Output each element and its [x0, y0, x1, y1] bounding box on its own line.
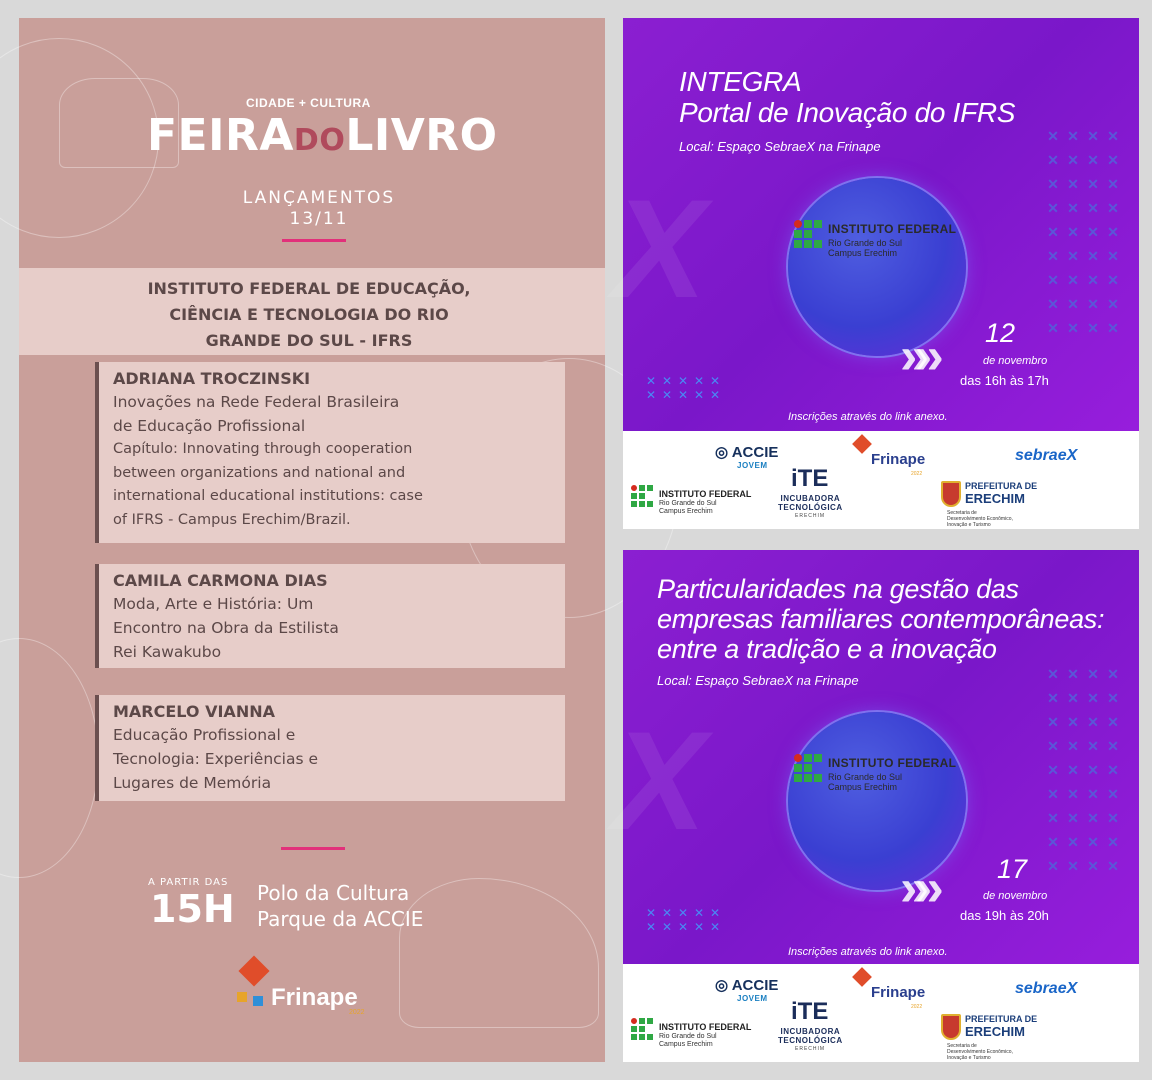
decorative-x-grid: ✕ ✕ ✕ ✕ ✕ ✕ ✕ ✕ ✕ ✕ ✕ ✕ ✕ ✕ ✕ ✕ ✕ ✕ ✕ ✕ ✕ ✕ ✕ ✕ ✕ ✕ ✕ ✕ ✕ ✕ ✕ ✕ ✕ ✕ ✕ ✕ [1047, 666, 1119, 874]
prefeitura-secretaria [947, 1043, 1013, 1061]
ifrs-campus-line: Rio Grande do Sul [659, 1033, 717, 1040]
frinape-year: 2022 [911, 1004, 923, 1010]
book-chapter-line: of IFRS - Campus Erechim/Brazil. [113, 511, 351, 528]
ifrs-campus [659, 1033, 717, 1049]
sebrae-x-watermark: X [613, 702, 707, 859]
divider-bar [282, 239, 346, 242]
secretaria-line: Inovação e Turismo [947, 522, 991, 528]
event-day: 17 [997, 854, 1028, 884]
brand-do: DO [293, 123, 346, 158]
book-card [95, 695, 565, 801]
frinape-star-icon [852, 967, 872, 987]
event-month: de novembro [983, 355, 1048, 367]
ite-subtitle-line: TECNOLÓGICA [778, 503, 843, 512]
ifrs-campus [659, 500, 717, 516]
institution-line: INSTITUTO FEDERAL DE EDUCAÇÃO, [147, 279, 471, 298]
divider-bar [281, 847, 345, 850]
ifrs-name: INSTITUTO FEDERAL [828, 222, 957, 236]
book-chapter-line: Capítulo: Innovating through cooperation [113, 441, 413, 457]
chevron-right-icon: »» [900, 327, 930, 385]
brand-title [147, 110, 507, 161]
ifrs-campus [828, 772, 902, 792]
book-author: ADRIANA TROCZINSKI [113, 369, 311, 388]
ifrs-logo-icon [794, 754, 822, 790]
event-hours: das 16h às 17h [960, 373, 1049, 388]
ite-subtitle [778, 494, 843, 512]
secretaria-line: Secretaria de [947, 1043, 977, 1049]
registration-note: Inscrições através do link anexo. [788, 946, 948, 958]
ifrs-campus-line: Rio Grande do Sul [659, 500, 717, 507]
brand-livro: LIVRO [345, 110, 498, 161]
ite-subtitle-line: INCUBADORA [780, 1027, 841, 1036]
ifrs-badge [788, 178, 966, 356]
event-panel-empresas-familiares [613, 550, 1139, 1062]
book-author: CAMILA CARMONA DIAS [113, 571, 328, 590]
event-title-line: INTEGRA [679, 66, 802, 97]
ifrs-campus [828, 238, 902, 258]
ite-city: ERECHIM [795, 1046, 826, 1052]
event-title-line: Particularidades na gestão das [657, 574, 1019, 604]
prefeitura-city: ERECHIM [965, 491, 1025, 506]
ifrs-badge [788, 712, 966, 890]
ifrs-campus-line: Rio Grande do Sul [828, 772, 903, 782]
decorative-x-grid: ✕ ✕ ✕ ✕ ✕ ✕ ✕ ✕ ✕ ✕ ✕ ✕ ✕ ✕ ✕ ✕ ✕ ✕ ✕ ✕ ✕ ✕ ✕ ✕ ✕ ✕ ✕ ✕ ✕ ✕ ✕ ✕ ✕ ✕ ✕ ✕ [1047, 128, 1119, 336]
book-chapter-line: between organizations and national and [113, 464, 406, 481]
frinape-year: 2022 [911, 471, 923, 477]
book-card [95, 362, 565, 543]
book-title-line: Encontro na Obra da Estilista [113, 619, 339, 637]
event-title [679, 66, 1015, 128]
ifrs-name: INSTITUTO FEDERAL [659, 1022, 752, 1032]
frinape-logo [229, 954, 389, 1024]
frinape-star-icon [852, 434, 872, 454]
book-title-line: Inovações na Rede Federal Brasileira [113, 393, 400, 411]
prefeitura-city: ERECHIM [965, 1024, 1025, 1039]
erechim-coat-of-arms-icon [941, 1014, 961, 1040]
institution-line: CIÊNCIA E TECNOLOGIA DO RIO [169, 305, 449, 324]
secretaria-line: Desenvolvimento Econômico, [947, 516, 1013, 522]
prefeitura-label: PREFEITURA DE [965, 1014, 1038, 1024]
book-title-line: Educação Profissional e [113, 726, 296, 744]
event-place [257, 880, 423, 932]
book-card [95, 564, 565, 668]
book-title-line: de Educação Profissional [113, 417, 306, 435]
event-title-line: Portal de Inovação do IFRS [679, 97, 1016, 128]
book-chapter-line: international educational institutions: case [113, 488, 423, 504]
sebrae-logo: sebraeX [1015, 980, 1078, 997]
ite-logo: iTE [791, 465, 829, 492]
feira-livro-poster [19, 18, 605, 1062]
accie-sub: JOVEM [737, 994, 768, 1003]
frinape-square-icon [237, 992, 247, 1002]
frinape-square-icon [253, 996, 263, 1006]
decorative-dots: ✕ ✕ ✕ ✕ ✕ ✕ ✕ ✕ ✕ ✕ [645, 374, 721, 402]
book-title-line: Lugares de Memória [113, 774, 272, 792]
decorative-dots: ✕ ✕ ✕ ✕ ✕ ✕ ✕ ✕ ✕ ✕ [645, 906, 721, 934]
accie-text: ACCIE [731, 444, 779, 461]
book-title-line: Tecnologia: Experiências e [113, 750, 319, 768]
book-title-line: Moda, Arte e História: Um [113, 595, 314, 613]
ifrs-campus-line: Campus Erechim [828, 248, 898, 258]
accie-sub: JOVEM [737, 461, 768, 470]
frinape-text: Frinape [271, 984, 358, 1011]
ifrs-name: INSTITUTO FEDERAL [828, 756, 957, 770]
frinape-logo: Frinape [871, 451, 926, 468]
accie-text: ACCIE [731, 977, 779, 994]
ite-subtitle [778, 1027, 843, 1045]
chevron-right-icon: »» [900, 859, 930, 917]
book-sketch [399, 878, 599, 1028]
brand-feira: FEIRA [147, 110, 294, 161]
event-title-line: entre a tradição e a inovação [657, 634, 997, 664]
secretaria-line: Secretaria de [947, 510, 977, 516]
decorative-swirl [0, 638, 99, 878]
secretaria-line: Desenvolvimento Econômico, [947, 1049, 1013, 1055]
ite-logo: iTE [791, 998, 829, 1025]
sebrae-logo: sebraeX [1015, 447, 1078, 464]
ifrs-name: INSTITUTO FEDERAL [659, 489, 752, 499]
place-line: Parque da ACCIE [257, 907, 424, 931]
prefeitura-label: PREFEITURA DE [965, 481, 1038, 491]
ifrs-logo-icon [631, 1018, 655, 1046]
event-panel-integra [613, 18, 1139, 529]
frinape-year: 2022 [349, 1009, 365, 1016]
launches-date: 13/11 [289, 209, 349, 229]
ite-subtitle-line: INCUBADORA [780, 494, 841, 503]
institution-name [109, 276, 509, 354]
ifrs-campus-line: Campus Erechim [659, 1041, 713, 1048]
ite-subtitle-line: TECNOLÓGICA [778, 1036, 843, 1045]
book-author: MARCELO VIANNA [113, 702, 275, 721]
launches-label: LANÇAMENTOS [242, 188, 396, 208]
frinape-star-icon [238, 955, 269, 986]
ifrs-logo-icon [794, 220, 822, 256]
sponsor-logos [623, 964, 1139, 1062]
event-location: Local: Espaço SebraeX na Frinape [679, 139, 881, 154]
book-title-line: Rei Kawakubo [113, 643, 222, 661]
event-hours: das 19h às 20h [960, 908, 1049, 923]
frinape-logo: Frinape [871, 984, 926, 1001]
sebrae-x-watermark: X [613, 170, 707, 327]
event-time: 15H [150, 887, 235, 931]
ifrs-campus-line: Campus Erechim [659, 508, 713, 515]
prefeitura-secretaria [947, 510, 1013, 528]
accie-logo: ◎ ACCIE [715, 444, 779, 461]
registration-note: Inscrições através do link anexo. [788, 411, 948, 423]
place-line: Polo da Cultura [257, 881, 410, 905]
event-location: Local: Espaço SebraeX na Frinape [657, 673, 859, 688]
ifrs-campus-line: Campus Erechim [828, 782, 898, 792]
event-title-line: empresas familiares contemporâneas: [657, 604, 1105, 634]
ifrs-logo-icon [631, 485, 655, 513]
sponsor-logos [623, 431, 1139, 529]
ite-city: ERECHIM [795, 513, 826, 519]
event-month: de novembro [983, 890, 1048, 902]
accie-logo: ◎ ACCIE [715, 977, 779, 994]
event-title [657, 574, 1104, 664]
launches-heading [119, 188, 519, 230]
secretaria-line: Inovação e Turismo [947, 1055, 991, 1061]
ifrs-campus-line: Rio Grande do Sul [828, 238, 903, 248]
erechim-coat-of-arms-icon [941, 481, 961, 507]
institution-line: GRANDE DO SUL - IFRS [205, 331, 413, 350]
brand-subtitle: CIDADE + CULTURA [246, 96, 371, 110]
event-day: 12 [985, 318, 1016, 348]
from-label: A PARTIR DAS [148, 877, 229, 888]
